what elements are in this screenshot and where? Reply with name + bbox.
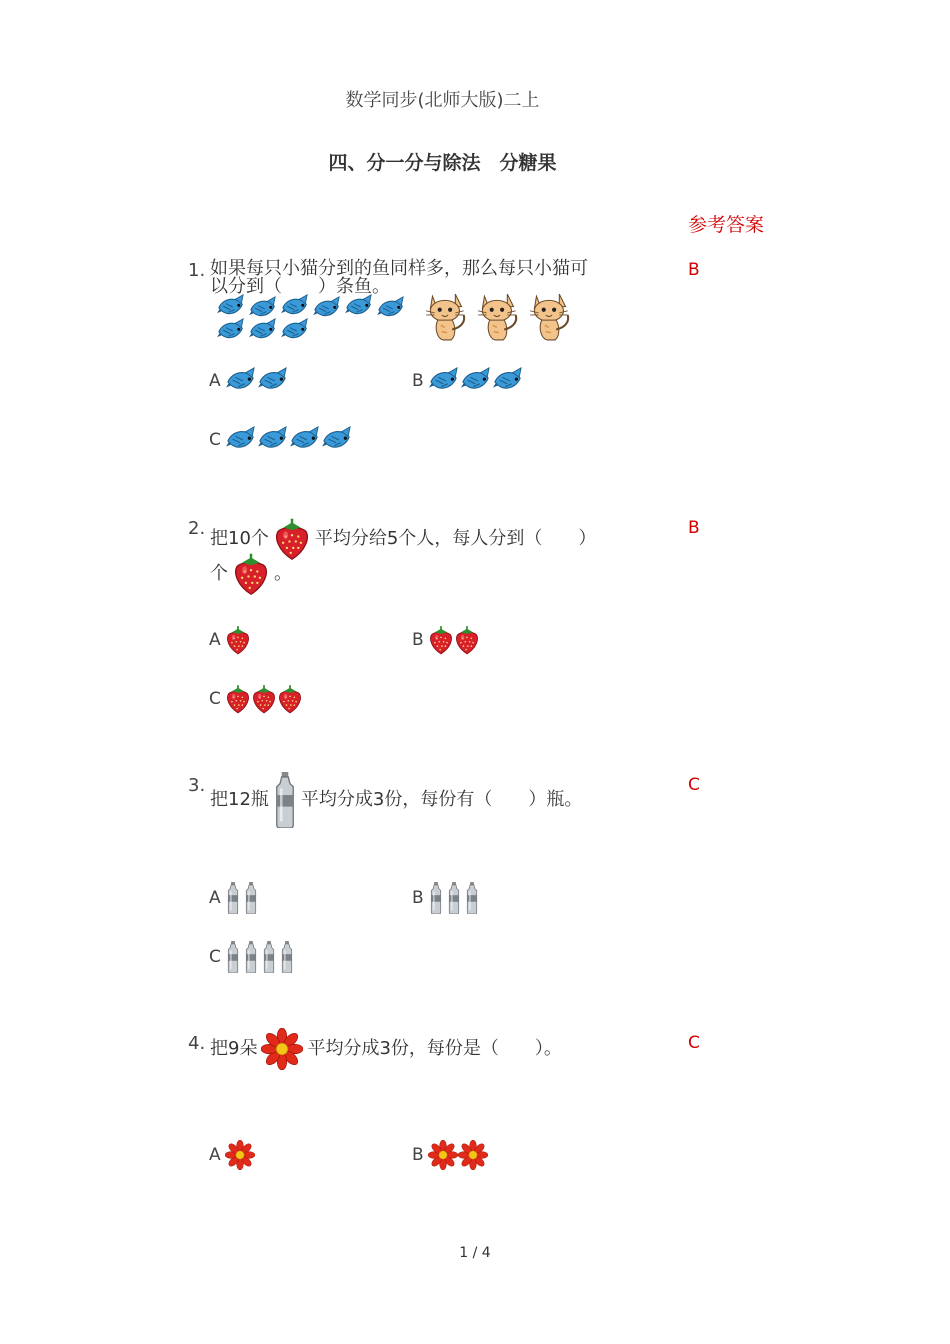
option-icons xyxy=(225,426,353,454)
fish-icon xyxy=(312,296,342,322)
option-icons xyxy=(227,941,299,973)
option-b[interactable] xyxy=(412,625,480,655)
option-letter: C xyxy=(209,430,221,450)
fish-icon xyxy=(280,318,310,344)
option-icons xyxy=(227,882,263,914)
option-a[interactable] xyxy=(209,1140,255,1170)
fish-icon xyxy=(257,426,289,454)
option-icons xyxy=(430,882,484,914)
bottle-icon xyxy=(275,772,295,828)
option-icons xyxy=(428,367,524,395)
fish-icon xyxy=(280,294,310,320)
fish-icon xyxy=(289,426,321,454)
fish-icon xyxy=(216,294,246,320)
cat-icon xyxy=(528,290,574,342)
option-letter: B xyxy=(412,1145,424,1165)
option-a[interactable] xyxy=(209,367,289,395)
answer-value: C xyxy=(688,775,700,795)
fish-icon xyxy=(216,318,246,344)
bottle-icon xyxy=(281,941,293,973)
answer-value: B xyxy=(688,260,700,280)
option-letter: A xyxy=(209,371,221,391)
strawberry-icon xyxy=(454,625,480,655)
strawberry-icon xyxy=(251,684,277,714)
bottle-icon xyxy=(245,882,257,914)
option-b[interactable] xyxy=(412,367,524,395)
question-text: 个 xyxy=(210,563,228,584)
question-text: 把9朵 xyxy=(210,1038,258,1059)
question-text-line xyxy=(210,772,582,828)
question-number: 4. xyxy=(188,1033,206,1054)
answer-value: C xyxy=(688,1033,700,1053)
flower-icon xyxy=(458,1140,488,1170)
strawberry-icon xyxy=(428,625,454,655)
option-icons xyxy=(428,625,480,655)
option-icons xyxy=(225,625,251,655)
question-text: 平均分给5个人，每人分到（ ） xyxy=(314,528,597,549)
question-number: 3. xyxy=(188,775,206,796)
fish-icon xyxy=(225,426,257,454)
option-letter: B xyxy=(412,888,424,908)
option-letter: B xyxy=(412,371,424,391)
fish-icon xyxy=(321,426,353,454)
option-icons xyxy=(428,1140,488,1170)
option-icons xyxy=(225,1140,255,1170)
question-text: 把10个 xyxy=(210,528,269,549)
question-number: 2. xyxy=(188,518,206,539)
fish-icon xyxy=(225,367,257,395)
page-title: 四、分一分与除法 分糖果 xyxy=(328,152,557,174)
question-text-line xyxy=(210,550,292,598)
bottle-icon xyxy=(227,941,239,973)
option-icons xyxy=(225,684,303,714)
question-text: 平均分成3份，每份是（ ）。 xyxy=(307,1038,562,1059)
option-letter: A xyxy=(209,1145,221,1165)
option-letter: B xyxy=(412,630,424,650)
cat-icon xyxy=(476,290,522,342)
cat-group-illustration xyxy=(424,290,584,342)
question-text-line: 以分到（ ）条鱼。 xyxy=(210,276,390,297)
strawberry-icon xyxy=(232,550,270,598)
bottle-icon xyxy=(245,941,257,973)
bottle-icon xyxy=(466,882,478,914)
option-letter: A xyxy=(209,630,221,650)
flower-icon xyxy=(225,1140,255,1170)
bottle-icon xyxy=(263,941,275,973)
fish-icon xyxy=(492,367,524,395)
strawberry-icon xyxy=(277,684,303,714)
fish-icon xyxy=(257,367,289,395)
option-b[interactable] xyxy=(412,1140,488,1170)
fish-icon xyxy=(428,367,460,395)
question-text: 把12瓶 xyxy=(210,789,269,810)
question-text: 。 xyxy=(274,563,292,584)
fish-group-illustration xyxy=(214,294,414,346)
option-c[interactable] xyxy=(209,684,303,714)
fish-icon xyxy=(376,296,406,322)
question-number: 1. xyxy=(188,260,206,281)
option-b[interactable] xyxy=(412,882,484,914)
answer-key-heading: 参考答案 xyxy=(688,214,765,236)
option-a[interactable] xyxy=(209,882,263,914)
question-text: 平均分成3份，每份有（ ）瓶。 xyxy=(300,789,583,810)
flower-icon xyxy=(428,1140,458,1170)
option-letter: C xyxy=(209,947,221,967)
flower-icon xyxy=(261,1028,303,1070)
option-letter: A xyxy=(209,888,221,908)
bottle-icon xyxy=(227,882,239,914)
option-letter: C xyxy=(209,689,221,709)
strawberry-icon xyxy=(225,625,251,655)
answer-value: B xyxy=(688,518,700,538)
bottle-icon xyxy=(430,882,442,914)
fish-icon xyxy=(248,318,278,344)
question-text-line xyxy=(210,1028,562,1070)
fish-icon xyxy=(460,367,492,395)
page-number: 1 / 4 xyxy=(459,1245,491,1261)
option-c[interactable] xyxy=(209,426,353,454)
bottle-icon xyxy=(448,882,460,914)
strawberry-icon xyxy=(225,684,251,714)
fish-icon xyxy=(344,294,374,320)
option-a[interactable] xyxy=(209,625,251,655)
document-header: 数学同步(北师大版)二上 xyxy=(345,90,540,111)
question-text-line: 如果每只小猫分到的鱼同样多，那么每只小猫可 xyxy=(210,258,588,279)
cat-icon xyxy=(424,290,470,342)
option-icons xyxy=(225,367,289,395)
option-c[interactable] xyxy=(209,941,299,973)
